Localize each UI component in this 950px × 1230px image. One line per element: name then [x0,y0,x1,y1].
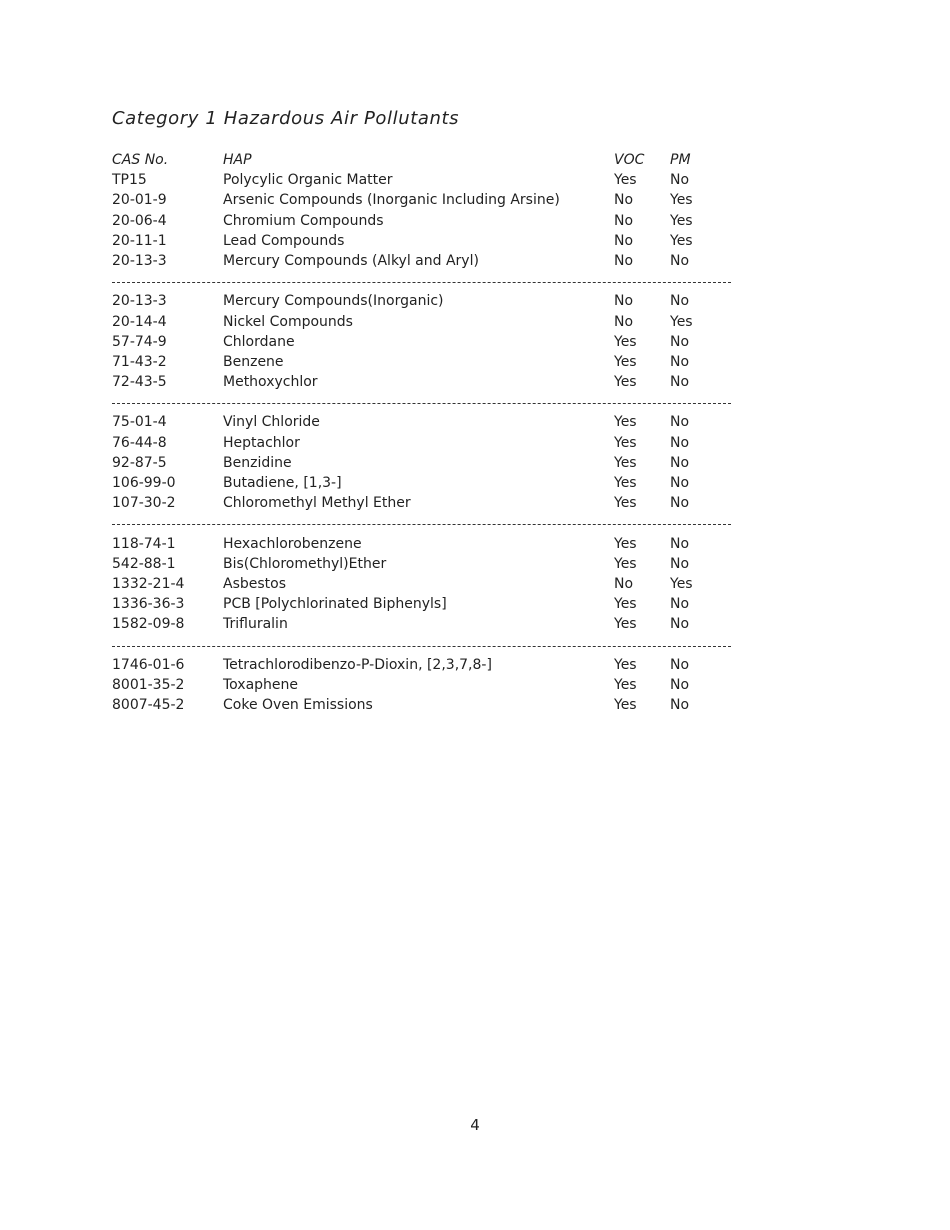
voc-cell: Yes [614,172,637,189]
voc-cell: No [614,293,634,310]
group-divider [112,635,732,655]
cas-cell: 76-44-8 [112,434,167,451]
page-number: 4 [470,1116,480,1134]
pm-cell: No [670,697,690,714]
voc-cell: Yes [614,535,637,552]
voc-cell: Yes [614,454,637,471]
pm-cell: No [670,293,690,310]
voc-cell: Yes [614,434,637,451]
cas-cell: 8007-45-2 [112,697,185,714]
cas-cell: 1336-36-3 [112,596,185,613]
pm-cell: No [670,414,690,431]
table-row [112,332,732,352]
header-pm: PM [670,152,691,168]
table-header-row [112,150,732,170]
table-row [112,675,732,695]
voc-cell: Yes [614,475,637,491]
cas-cell: 20-06-4 [112,212,167,229]
hap-cell: Chloromethyl Methyl Ether [223,495,411,512]
hap-cell: Vinyl Chloride [223,414,320,431]
cas-cell: 106-99-0 [112,475,176,491]
cas-cell: 57-74-9 [112,333,167,350]
hap-cell: Benzene [223,353,284,370]
table-row [112,614,732,634]
cas-cell: 20-01-9 [112,192,167,209]
table-row [112,574,732,594]
voc-cell: Yes [614,374,637,391]
pm-cell: No [670,434,690,451]
pm-cell: No [670,676,690,693]
hap-cell: Asbestos [223,575,287,592]
pm-cell: No [670,555,690,572]
pm-cell: No [670,454,690,471]
voc-cell: No [614,232,634,249]
pm-cell: Yes [670,212,693,229]
pm-cell: No [670,495,690,512]
hap-table [112,150,732,715]
cas-cell: 92-87-5 [112,454,167,471]
pm-cell: Yes [670,192,693,209]
table-row [112,352,732,372]
table-row [112,594,732,614]
cas-cell: 71-43-2 [112,353,167,370]
voc-cell: No [614,313,634,330]
cas-cell: 1332-21-4 [112,575,185,592]
table-row [112,190,732,210]
table-row [112,211,732,231]
table-row [112,372,732,392]
voc-cell: Yes [614,495,637,512]
voc-cell: Yes [614,656,637,673]
voc-cell: No [614,252,634,269]
cas-cell: 107-30-2 [112,495,176,512]
header-voc: VOC [614,152,645,168]
table-row [112,493,732,513]
pm-cell: No [670,172,690,189]
voc-cell: No [614,575,634,592]
page-title: Category 1 Hazardous Air Pollutants [112,108,460,129]
group-divider [112,271,732,291]
cas-cell: 20-11-1 [112,232,167,249]
hap-cell: Benzidine [223,454,292,471]
table-row [112,291,732,311]
hap-cell: Tetrachlorodibenzo-P-Dioxin, [2,3,7,8-] [223,656,492,673]
voc-cell: No [614,192,634,209]
hap-cell: Mercury Compounds (Alkyl and Aryl) [223,252,479,269]
pm-cell: Yes [670,313,693,330]
table-row [112,695,732,715]
hap-cell: Toxaphene [223,676,299,693]
pm-cell: Yes [670,232,693,249]
hap-cell: Butadiene, [1,3-] [223,475,342,491]
cas-cell: 72-43-5 [112,374,167,391]
group-divider [112,513,732,533]
cas-cell: 20-13-3 [112,252,167,269]
pm-cell: No [670,353,690,370]
cas-cell: 1746-01-6 [112,656,185,673]
table-row [112,554,732,574]
table-row [112,655,732,675]
pm-cell: No [670,596,690,613]
table-row [112,534,732,554]
pm-cell: No [670,374,690,391]
voc-cell: Yes [614,333,637,350]
pm-cell: No [670,616,690,633]
header-hap: HAP [223,152,252,168]
hap-cell: Lead Compounds [223,232,345,249]
voc-cell: Yes [614,555,637,572]
hap-cell: Methoxychlor [223,374,318,391]
group-divider [112,392,732,412]
hap-cell: PCB [Polychlorinated Biphenyls] [223,596,447,613]
pm-cell: No [670,656,690,673]
header-cas: CAS No. [112,152,169,168]
hap-cell: Heptachlor [223,434,300,451]
hap-cell: Polycylic Organic Matter [223,172,393,189]
voc-cell: Yes [614,676,637,693]
cas-cell: 20-13-3 [112,293,167,310]
cas-cell: 542-88-1 [112,555,176,572]
hap-cell: Hexachlorobenzene [223,535,362,552]
voc-cell: Yes [614,616,637,633]
hap-cell: Chromium Compounds [223,212,384,229]
table-row [112,412,732,432]
hap-cell: Coke Oven Emissions [223,697,373,714]
pm-cell: No [670,252,690,269]
voc-cell: Yes [614,697,637,714]
pm-cell: No [670,535,690,552]
table-row [112,433,732,453]
hap-cell: Nickel Compounds [223,313,353,330]
voc-cell: Yes [614,596,637,613]
voc-cell: No [614,212,634,229]
cas-cell: 1582-09-8 [112,616,185,633]
hap-cell: Mercury Compounds(Inorganic) [223,293,444,310]
table-row [112,170,732,190]
table-row [112,312,732,332]
table-row [112,231,732,251]
cas-cell: TP15 [112,172,147,189]
voc-cell: Yes [614,414,637,431]
table-row [112,473,732,493]
cas-cell: 8001-35-2 [112,676,185,693]
pm-cell: No [670,333,690,350]
table-row [112,251,732,271]
hap-cell: Bis(Chloromethyl)Ether [223,555,387,572]
table-row [112,453,732,473]
hap-cell: Arsenic Compounds (Inorganic Including Arsine) [223,192,560,209]
cas-cell: 118-74-1 [112,535,176,552]
pm-cell: No [670,475,690,491]
hap-cell: Chlordane [223,333,295,350]
pm-cell: Yes [670,575,693,592]
hap-cell: Trifluralin [223,616,288,633]
cas-cell: 75-01-4 [112,414,167,431]
voc-cell: Yes [614,353,637,370]
cas-cell: 20-14-4 [112,313,167,330]
